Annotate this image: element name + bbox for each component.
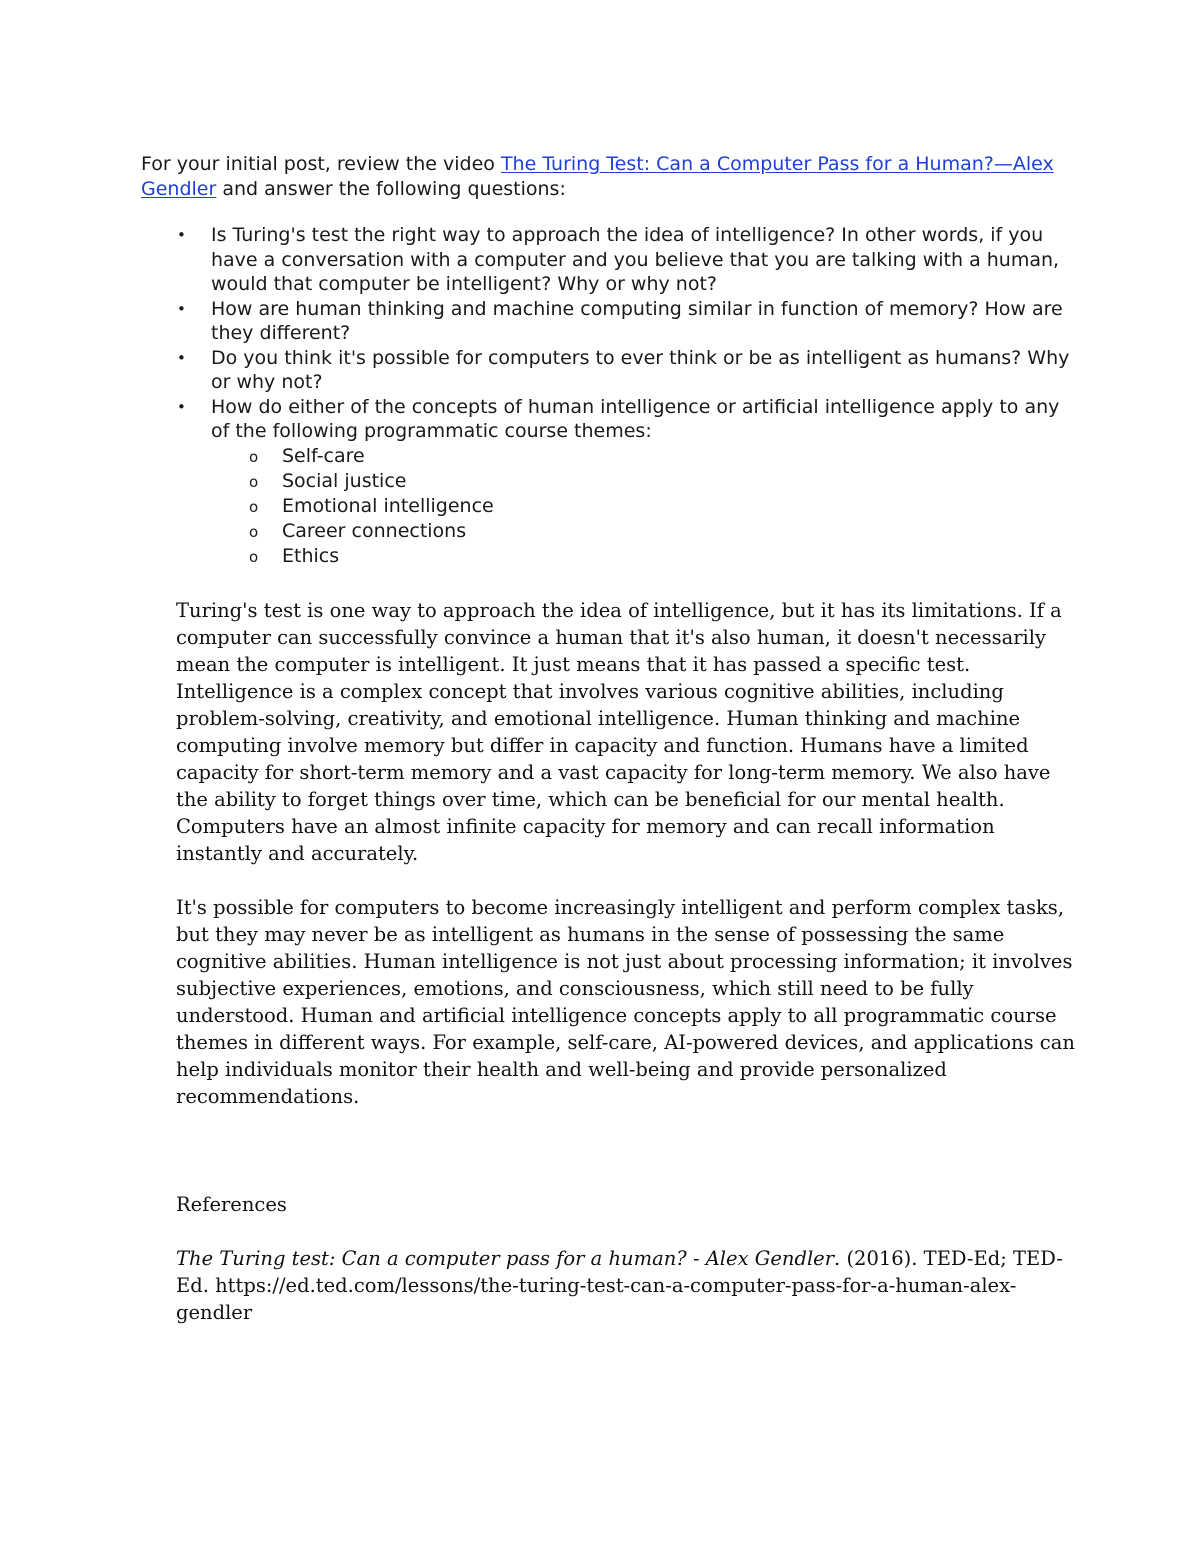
theme-list: [211, 444, 1071, 569]
sub-bullet-icon: o: [249, 522, 259, 541]
theme-text: Ethics: [282, 544, 340, 567]
intro-text-before: For your initial post, review the video: [141, 153, 501, 175]
reference-entry: [176, 1245, 1076, 1326]
sub-bullet-icon: o: [249, 447, 259, 466]
sub-bullet-icon: o: [249, 547, 259, 566]
question-text: How do either of the concepts of human intelligence or artificial intelligence apply to any of the following programmatic course themes:: [211, 395, 1060, 442]
theme-item: [211, 469, 1071, 494]
question-item: [141, 395, 1071, 569]
discussion-prompt: [141, 152, 1071, 569]
question-item: [141, 297, 1071, 346]
theme-item: [211, 494, 1071, 519]
theme-text: Self-care: [282, 444, 365, 467]
question-text: Is Turing's test the right way to approach the idea of intelligence? In other words, if you have a conversation with a computer and you believe that you are talking with a human, would that computer be intelligent? Why or why not?: [211, 224, 1060, 295]
references-heading: References: [176, 1193, 287, 1216]
theme-text: Emotional intelligence: [282, 494, 494, 517]
bullet-icon: •: [177, 348, 186, 367]
sub-bullet-icon: o: [249, 472, 259, 491]
question-text: How are human thinking and machine computing similar in function of memory? How are they different?: [211, 297, 1063, 344]
reference-title: The Turing test: Can a computer pass for a human? - Alex Gendler: [176, 1247, 835, 1270]
bullet-icon: •: [177, 226, 186, 244]
question-text: Do you think it's possible for computers to ever think or be as intelligent as humans? Why or why not?: [211, 346, 1070, 393]
sub-bullet-icon: o: [249, 497, 259, 516]
reference-details: . (2016). TED-Ed; TED-Ed. https://ed.ted.com/lessons/the-turing-test-can-a-computer-pass-for-a-human-alex-gendler: [176, 1247, 1063, 1324]
theme-text: Career connections: [282, 519, 467, 542]
prompt-intro: [141, 152, 1071, 201]
response-body: [176, 597, 1076, 1326]
question-list: [141, 223, 1071, 569]
response-paragraph-2: It's possible for computers to become increasingly intelligent and perform complex tasks, but they may never be as intelligent as humans in the sense of possessing the same cognitive abilities. Human intelligence is not just about processing information; it involves subjective experiences, emotions, and consciousness, which still need to be fully understood. Human and artificial intelligence concepts apply to all programmatic course themes in different ways. For example, self-care, AI-powered devices, and applications can help individuals monitor their health and well-being and provide personalized recommendations.: [176, 896, 1075, 1108]
video-link[interactable]: The Turing Test: Can a Computer Pass for a Human?—Alex Gendler: [141, 153, 1054, 200]
theme-text: Social justice: [282, 469, 407, 492]
theme-item: [211, 444, 1071, 469]
intro-text-after: and answer the following questions:: [216, 177, 566, 200]
bullet-icon: •: [177, 397, 186, 416]
theme-item: [211, 544, 1071, 569]
theme-item: [211, 519, 1071, 544]
bullet-icon: •: [177, 299, 186, 318]
question-item: [141, 223, 1071, 297]
response-paragraph-1: Turing's test is one way to approach the idea of intelligence, but it has its limitations. If a computer can successfully convince a human that it's also human, it doesn't necessarily mean the computer is intelligent. It just means that it has passed a specific test. Intelligence is a complex concept that involves various cognitive abilities, including problem-solving, creativity, and emotional intelligence. Human thinking and machine computing involve memory but differ in capacity and function. Humans have a limited capacity for short-term memory and a vast capacity for long-term memory. We also have the ability to forget things over time, which can be beneficial for our mental health. Computers have an almost infinite capacity for memory and can recall information instantly and accurately.: [176, 599, 1062, 865]
question-item: [141, 346, 1071, 395]
